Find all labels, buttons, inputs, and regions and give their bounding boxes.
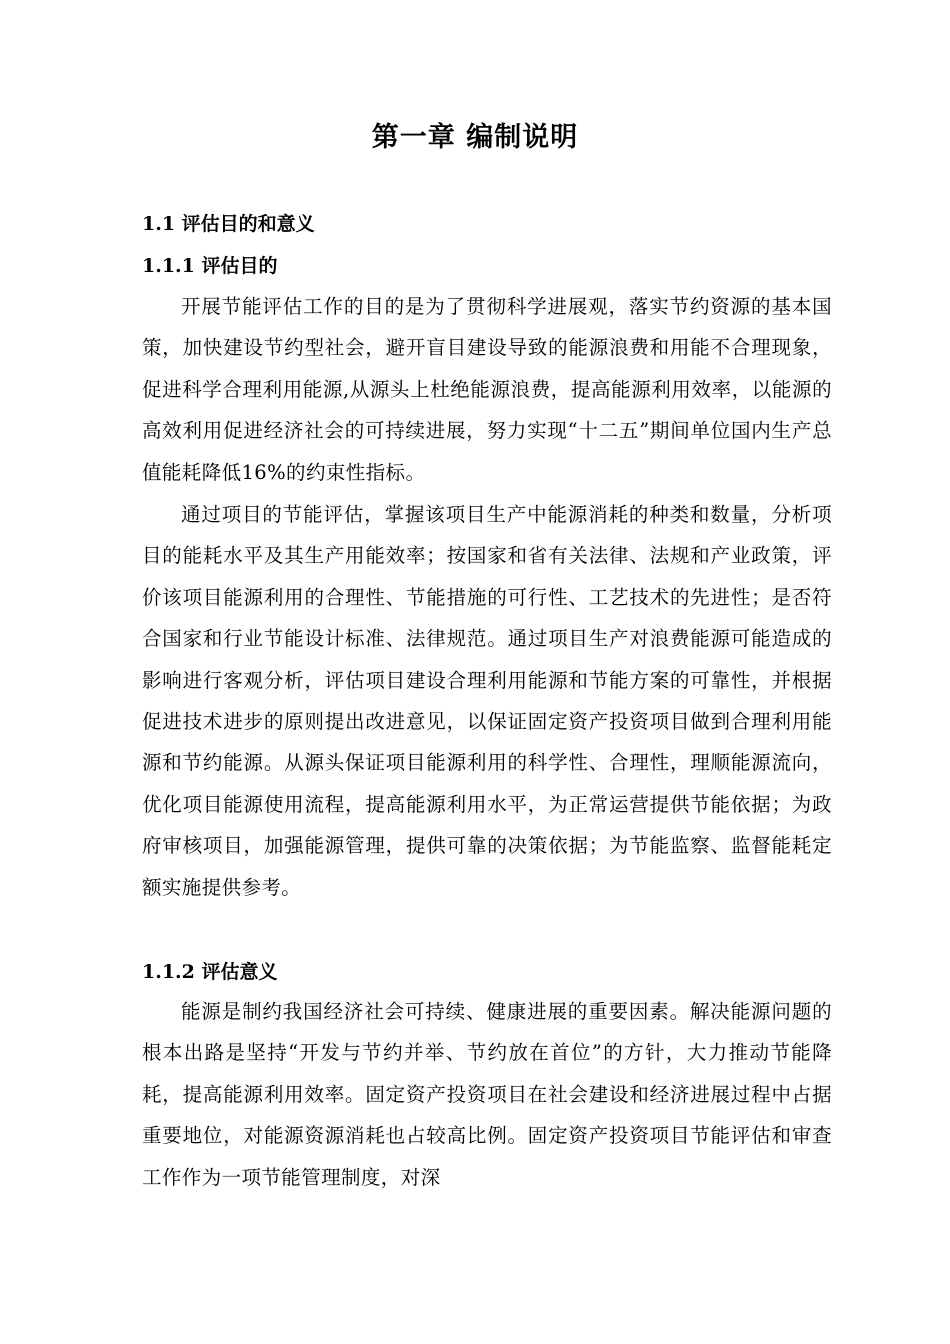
section-heading-1-1: 1.1 评估目的和意义 [142, 213, 315, 235]
paragraph-evaluation-purpose: 开展节能评估工作的目的是为了贯彻科学进展观，落实节约资源的基本国策，加快建设节约型社会，避开盲目建设导致的能源浪费和用能不合理现象，促进科学合理利用能源,从源头上杜绝能源浪费，提高能源利用效率，以能源的高效利用促进经济社会的可持续进展，努力实现“十二五”期间单位国内生产总值能耗降低16%的约束性指标。 [142, 295, 832, 484]
section-heading-1-1-2: 1.1.2 评估意义 [142, 961, 278, 983]
chapter-title: 第一章 编制说明 [371, 122, 579, 153]
paragraph-evaluation-significance: 能源是制约我国经济社会可持续、健康进展的重要因素。解决能源问题的根本出路是坚持“开发与节约并举、节约放在首位”的方针，大力推动节能降耗，提高能源利用效率。固定资产投资项目在社会建设和经济进展过程中占据重要地位，对能源资源消耗也占较高比例。固定资产投资项目节能评估和审查工作作为一项节能管理制度，对深 [142, 1000, 832, 1189]
paragraph-evaluation-method: 通过项目的节能评估，掌握该项目生产中能源消耗的种类和数量，分析项目的能耗水平及其生产用能效率；按国家和省有关法律、法规和产业政策，评价该项目能源利用的合理性、节能措施的可行性、工艺技术的先进性；是否符合国家和行业节能设计标准、法律规范。通过项目生产对浪费能源可能造成的影响进行客观分析，评估项目建设合理利用能源和节能方案的可靠性，并根据促进技术进步的原则提出改进意见，以保证固定资产投资项目做到合理利用能源和节约能源。从源头保证项目能源利用的科学性、合理性，理顺能源流向，优化项目能源使用流程，提高能源利用水平，为正常运营提供节能依据；为政府审核项目，加强能源管理，提供可靠的决策依据；为节能监察、监督能耗定额实施提供参考。 [142, 503, 832, 899]
section-heading-1-1-1: 1.1.1 评估目的 [142, 255, 278, 277]
